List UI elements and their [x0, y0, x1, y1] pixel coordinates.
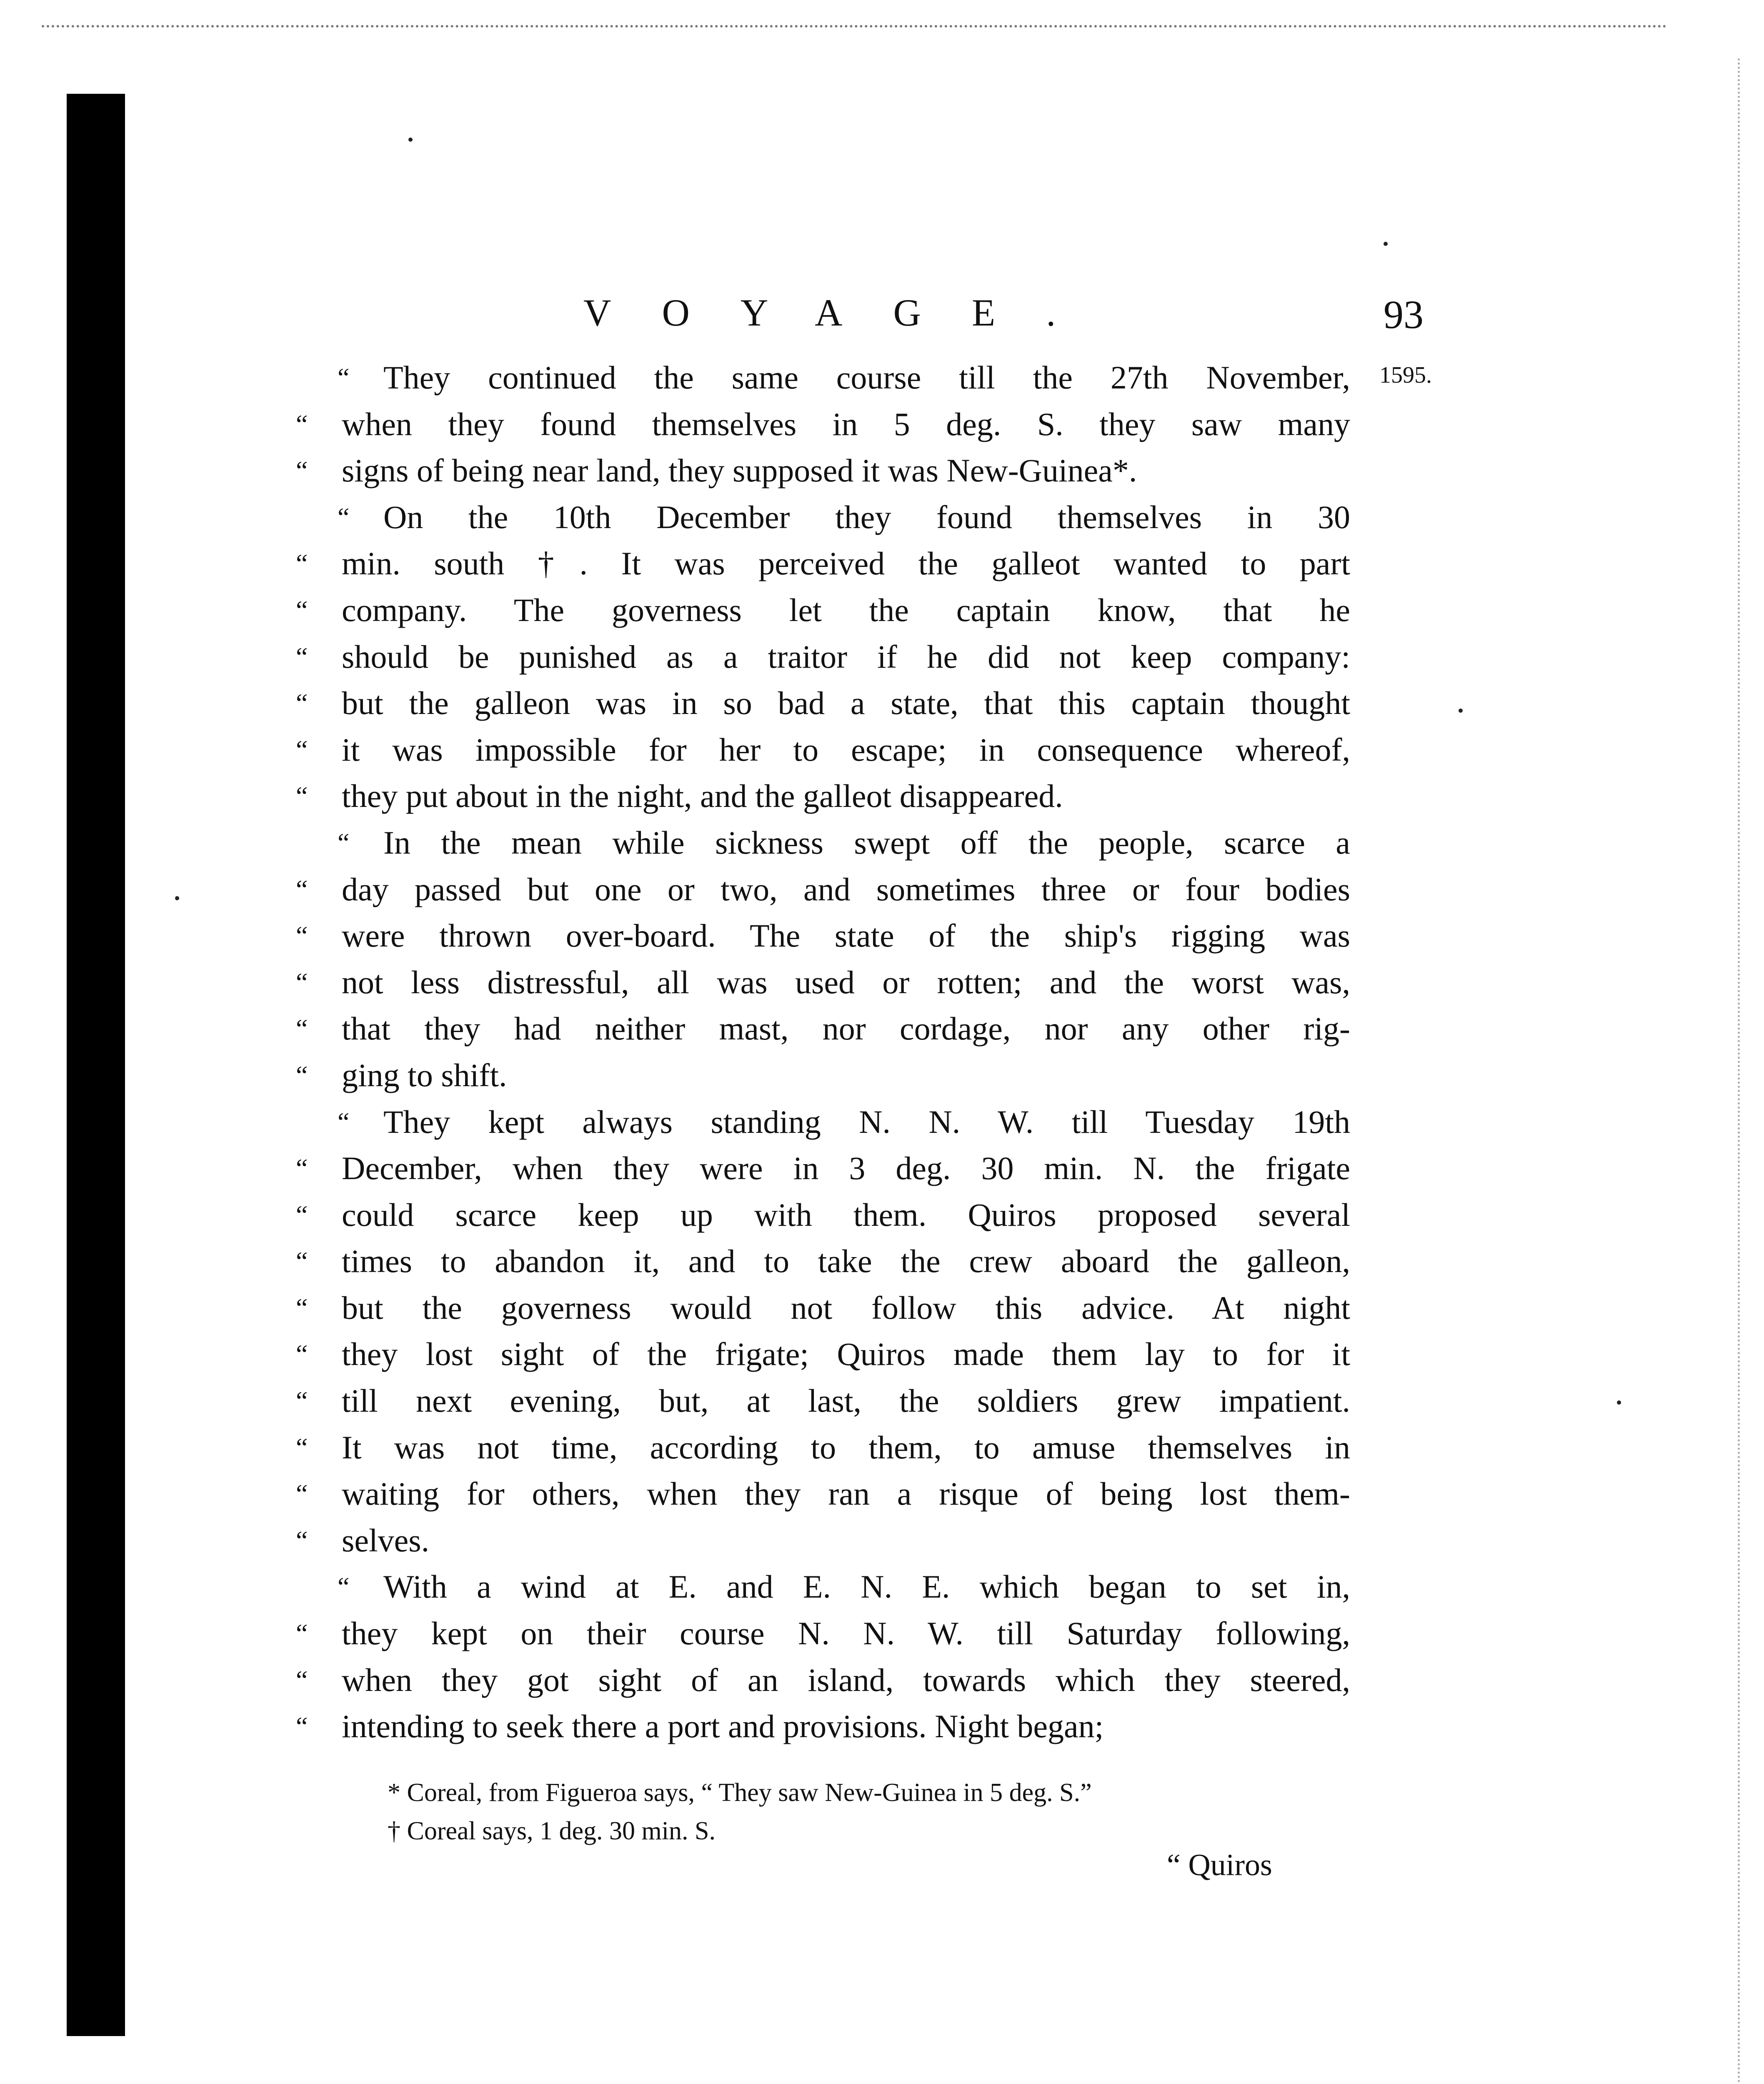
line-text: times to abandon it, and to take the crew aboard the galleon, [342, 1243, 1350, 1280]
page-edge-top [42, 25, 1667, 28]
margin-year: 1595. [1379, 362, 1432, 388]
text-line [296, 726, 1350, 773]
line-text: could scarce keep up with them. Quiros proposed several [342, 1196, 1350, 1233]
quotation-mark: “ [296, 1525, 308, 1555]
body-text [296, 354, 1350, 1750]
text-line [296, 1424, 1350, 1471]
text-line [296, 634, 1350, 680]
text-line [296, 447, 1350, 494]
quotation-mark: “ [296, 1665, 308, 1695]
text-line [296, 680, 1350, 726]
line-text: With a wind at E. and E. N. E. which began to set in, [383, 1568, 1350, 1605]
text-line [296, 1145, 1350, 1192]
text-line [296, 866, 1350, 913]
quotation-mark: “ [296, 1060, 308, 1090]
quotation-mark: “ [338, 363, 350, 392]
text-line [338, 1563, 1350, 1610]
text-line [296, 540, 1350, 587]
quotation-mark: “ [296, 549, 308, 579]
quotation-mark: “ [296, 1386, 308, 1416]
ink-speck [1384, 242, 1388, 246]
line-text: they lost sight of the frigate; Quiros made them lay to for it [342, 1336, 1350, 1373]
quotation-mark: “ [296, 967, 308, 997]
binding-shadow [67, 94, 125, 2036]
text-line [296, 959, 1350, 1006]
text-line [338, 494, 1350, 541]
line-text: were thrown over-board. The state of the ship's rigging was [342, 917, 1350, 954]
line-text: but the galleon was in so bad a state, that this captain thought [342, 685, 1350, 721]
quotation-mark: “ [296, 1153, 308, 1183]
text-line [296, 1657, 1350, 1703]
line-text: should be punished as a traitor if he did not keep company: [342, 638, 1350, 675]
line-text: they put about in the night, and the galleot disappeared. [342, 778, 1063, 814]
text-line [296, 401, 1350, 448]
line-text: when they found themselves in 5 deg. S. they saw many [342, 406, 1350, 442]
quotation-mark: “ [296, 1292, 308, 1323]
footnote: * Coreal, from Figueroa says, “ They saw New-Guinea in 5 deg. S.” [388, 1778, 1092, 1807]
quotation-mark: “ [296, 595, 308, 625]
quotation-mark: “ [296, 456, 308, 486]
line-text: selves. [342, 1522, 430, 1558]
line-text: It was not time, according to them, to amuse themselves in [342, 1429, 1350, 1465]
running-head: VOYAGE. [583, 291, 1107, 334]
line-text: They continued the same course till the 27th November, [383, 359, 1350, 396]
quotation-mark: “ [296, 734, 308, 764]
line-text: December, when they were in 3 deg. 30 min. N. the frigate [342, 1150, 1350, 1187]
line-text: they kept on their course N. N. W. till Saturday following, [342, 1615, 1350, 1652]
text-line [296, 1331, 1350, 1378]
quotation-mark: “ [296, 1339, 308, 1369]
line-text: but the governess would not follow this advice. At night [342, 1289, 1350, 1326]
ink-speck [175, 896, 179, 900]
quotation-mark: “ [296, 409, 308, 439]
line-text: till next evening, but, at last, the soldiers grew impatient. [342, 1383, 1350, 1419]
page-number: 93 [1384, 292, 1424, 337]
text-line [296, 1052, 1350, 1099]
line-text: min. south †. It was perceived the galleot wanted to part [342, 545, 1350, 582]
quotation-mark: “ [296, 921, 308, 951]
quotation-mark: “ [296, 1711, 308, 1741]
quotation-mark: “ [296, 1432, 308, 1462]
line-text: day passed but one or two, and sometimes three or four bodies [342, 871, 1350, 907]
catchword: “ Quiros [1167, 1848, 1272, 1882]
line-text: On the 10th December they found themselves in 30 [383, 498, 1350, 535]
quotation-mark: “ [338, 1572, 350, 1602]
quotation-mark: “ [296, 688, 308, 718]
line-text: signs of being near land, they supposed it was New-Guinea*. [342, 452, 1137, 489]
text-line [338, 354, 1350, 401]
quotation-mark: “ [338, 502, 350, 532]
footnote: † Coreal says, 1 deg. 30 min. S. [388, 1817, 716, 1845]
text-line [296, 1517, 1350, 1564]
text-line [296, 1703, 1350, 1750]
line-text: not less distressful, all was used or rotten; and the worst was, [342, 964, 1350, 1000]
text-line [296, 1238, 1350, 1285]
quotation-mark: “ [296, 1479, 308, 1509]
quotation-mark: “ [296, 1200, 308, 1230]
text-line [296, 1470, 1350, 1517]
text-line [296, 1378, 1350, 1424]
quotation-mark: “ [296, 874, 308, 904]
line-text: They kept always standing N. N. W. till Tuesday 19th [383, 1103, 1350, 1140]
text-line [338, 1099, 1350, 1145]
footnotes [388, 1773, 1388, 1850]
text-line [296, 912, 1350, 959]
text-line [338, 819, 1350, 866]
text-line [296, 1610, 1350, 1657]
line-text: that they had neither mast, nor cordage, nor any other rig- [342, 1010, 1350, 1047]
quotation-mark: “ [296, 641, 308, 671]
quotation-mark: “ [338, 827, 350, 857]
quotation-mark: “ [338, 1107, 350, 1137]
line-text: waiting for others, when they ran a risque of being lost them- [342, 1475, 1350, 1512]
quotation-mark: “ [296, 781, 308, 811]
ink-speck [1459, 709, 1463, 713]
page-edge-right [1738, 58, 1741, 2084]
line-text: ging to shift. [342, 1057, 507, 1093]
line-text: when they got sight of an island, towards which they steered, [342, 1661, 1350, 1698]
line-text: In the mean while sickness swept off the people, scarce a [383, 824, 1350, 861]
text-line [296, 587, 1350, 634]
text-line [296, 1192, 1350, 1238]
line-text: it was impossible for her to escape; in consequence whereof, [342, 731, 1350, 768]
text-line [296, 773, 1350, 819]
quotation-mark: “ [296, 1618, 308, 1648]
text-line [296, 1005, 1350, 1052]
quotation-mark: “ [296, 1246, 308, 1276]
line-text: company. The governess let the captain know, that he [342, 591, 1350, 628]
ink-speck [408, 138, 413, 142]
ink-speck [1617, 1400, 1621, 1405]
text-line [296, 1285, 1350, 1331]
quotation-mark: “ [296, 1014, 308, 1044]
line-text: intending to seek there a port and provisions. Night began; [342, 1708, 1104, 1745]
